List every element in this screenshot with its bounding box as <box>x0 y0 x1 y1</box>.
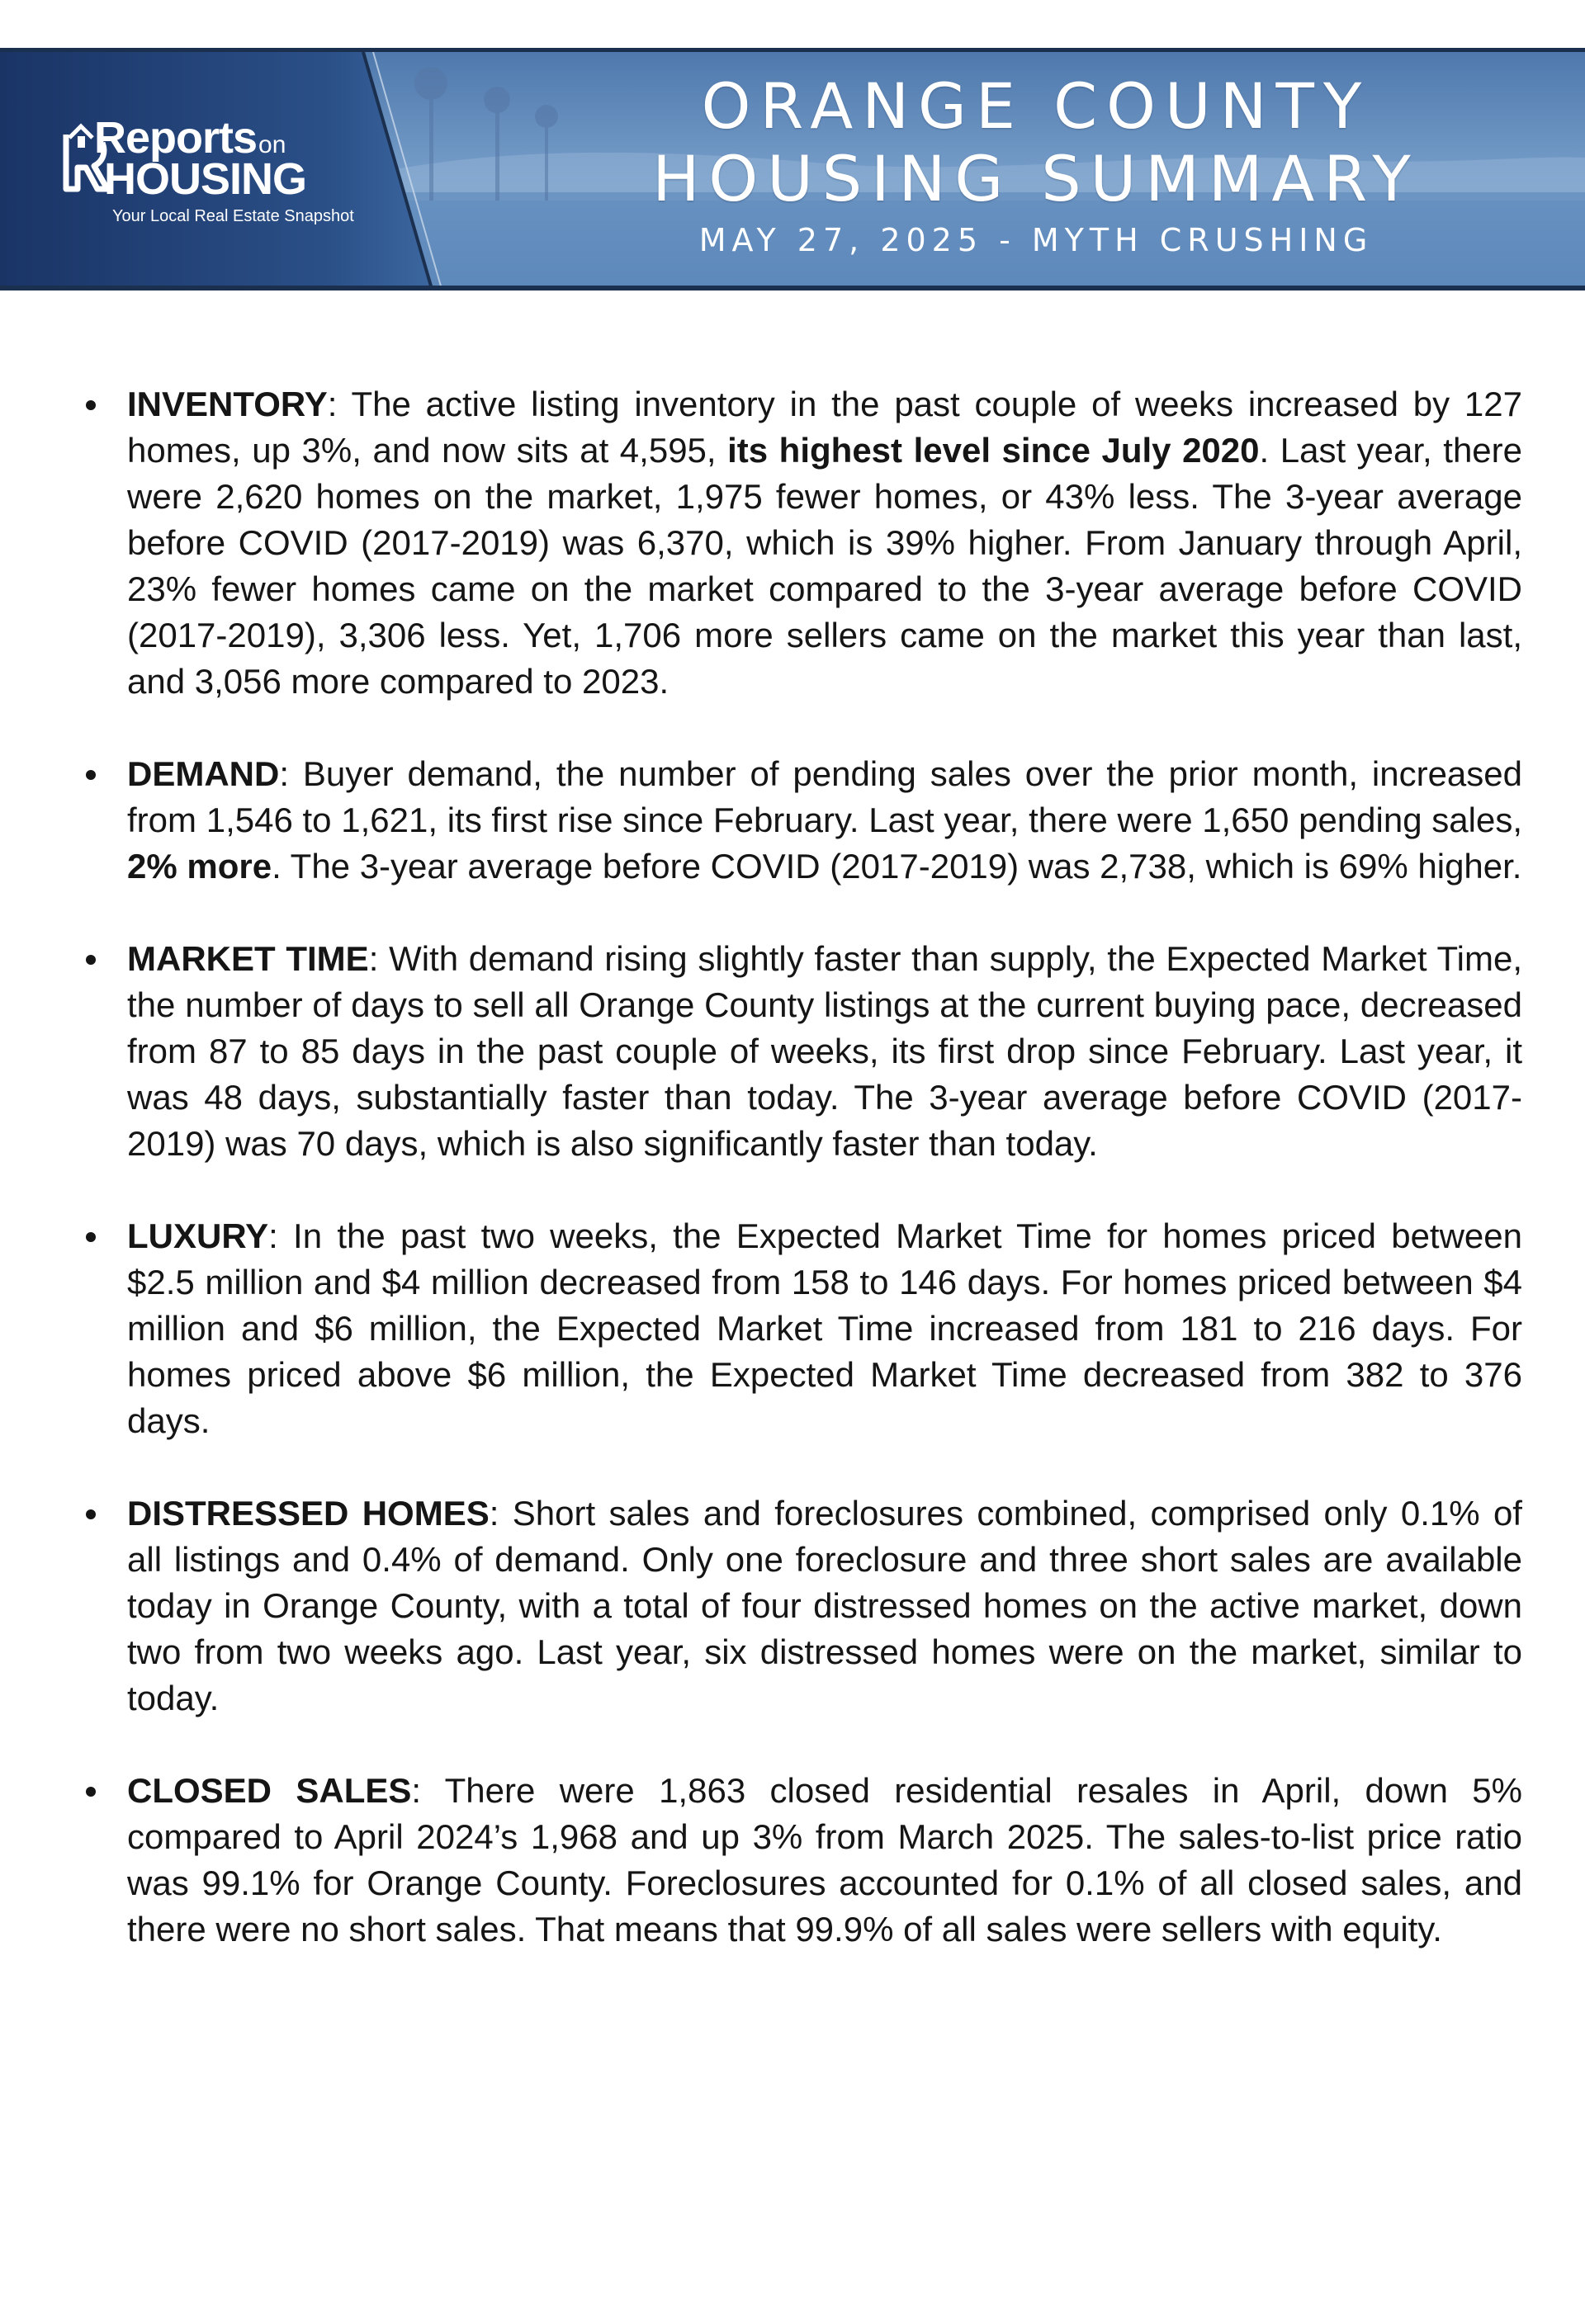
bullet-text: : There were 1,863 closed residential resales in April, down 5% compared to April 2024’s 1,968 and up 3% from March 2025. The sales-to-list price ratio was 99.1% for Orange County. Foreclosures accounted for 0.1% of all closed sales, and there were no short sales. That means that 99.9% of all sales were sellers with equity. <box>127 1771 1522 1948</box>
bullet-text: . The 3-year average before COVID (2017-2019) was 2,738, which is 69% higher. <box>272 847 1522 886</box>
bullet-market-time <box>127 936 1522 1167</box>
bullet-text: : In the past two weeks, the Expected Market Time for homes priced between $2.5 million and $4 million decreased from 158 to 146 days. For homes priced between $4 million and $6 million, the Expected Market Time increased from 181 to 216 days. For homes priced above $6 million, the Expected Market Time decreased from 382 to 376 days. <box>127 1216 1522 1440</box>
bullet-luxury <box>127 1213 1522 1444</box>
page-title-block <box>487 70 1585 260</box>
bullet-label: MARKET TIME <box>127 939 369 978</box>
logo-housing-wordmark: HOUSING <box>104 154 307 204</box>
bullet-demand <box>127 751 1522 890</box>
page-subtitle-date: MAY 27, 2025 - MYTH CRUSHING <box>698 222 1374 258</box>
reports-on-housing-logo <box>61 108 375 232</box>
header-banner <box>0 48 1585 290</box>
bullet-highlight: its highest level since July 2020 <box>727 431 1260 470</box>
bullet-text: . Last year, there were 2,620 homes on the market, 1,975 fewer homes, or 43% less. The 3-year average before COVID (2017-2019) was 6,370, which is 39% higher. From January through April, 23% fewer homes came on the market compared to the 3-year average before COVID (2017-2019), 3,306 less. Yet, 1,706 more sellers came on the market this year than last, and 3,056 more compared to 2023. <box>127 431 1522 701</box>
bullet-text: : With demand rising slightly faster than supply, the Expected Market Time, the number of days to sell all Orange County listings at the current buying pace, decreased from 87 to 85 days in the past couple of weeks, its first drop since February. Last year, it was 48 days, substantially faster than today. The 3-year average before COVID (2017-2019) was 70 days, which is also significantly faster than today. <box>127 939 1522 1163</box>
bullet-label: LUXURY <box>127 1216 269 1255</box>
logo-tagline: Your Local Real Estate Snapshot <box>112 207 354 225</box>
bullet-inventory <box>127 381 1522 705</box>
bullet-label: INVENTORY <box>127 385 328 423</box>
bullet-closed-sales <box>127 1768 1522 1953</box>
bullet-label: DISTRESSED HOMES <box>127 1494 490 1533</box>
bullet-text: : Short sales and foreclosures combined, comprised only 0.1% of all listings and 0.4% of demand. Only one foreclosure and three short sales are available today in Orange County, with a total of four distressed homes on the active market, down two from two weeks ago. Last year, six distressed homes were on the market, similar to today. <box>127 1494 1522 1717</box>
bullet-distressed-homes <box>127 1490 1522 1722</box>
summary-bullet-list <box>127 347 1522 1999</box>
page-title-line-2: HOUSING SUMMARY <box>652 142 1420 215</box>
bullet-text: : Buyer demand, the number of pending sales over the prior month, increased from 1,546 to 1,621, its first rise since February. Last year, there were 1,650 pending sales, <box>127 754 1522 839</box>
bullet-label: DEMAND <box>127 754 280 793</box>
page-title-line-1: ORANGE COUNTY <box>701 69 1371 143</box>
bullet-label: CLOSED SALES <box>127 1771 412 1810</box>
bullet-text: : The active listing inventory in the past couple of weeks increased by 127 homes, up 3%, and now sits at 4,595, <box>127 385 1522 470</box>
logo-reports-wordmark: Reportson <box>94 113 286 163</box>
bullet-highlight: 2% more <box>127 847 272 886</box>
